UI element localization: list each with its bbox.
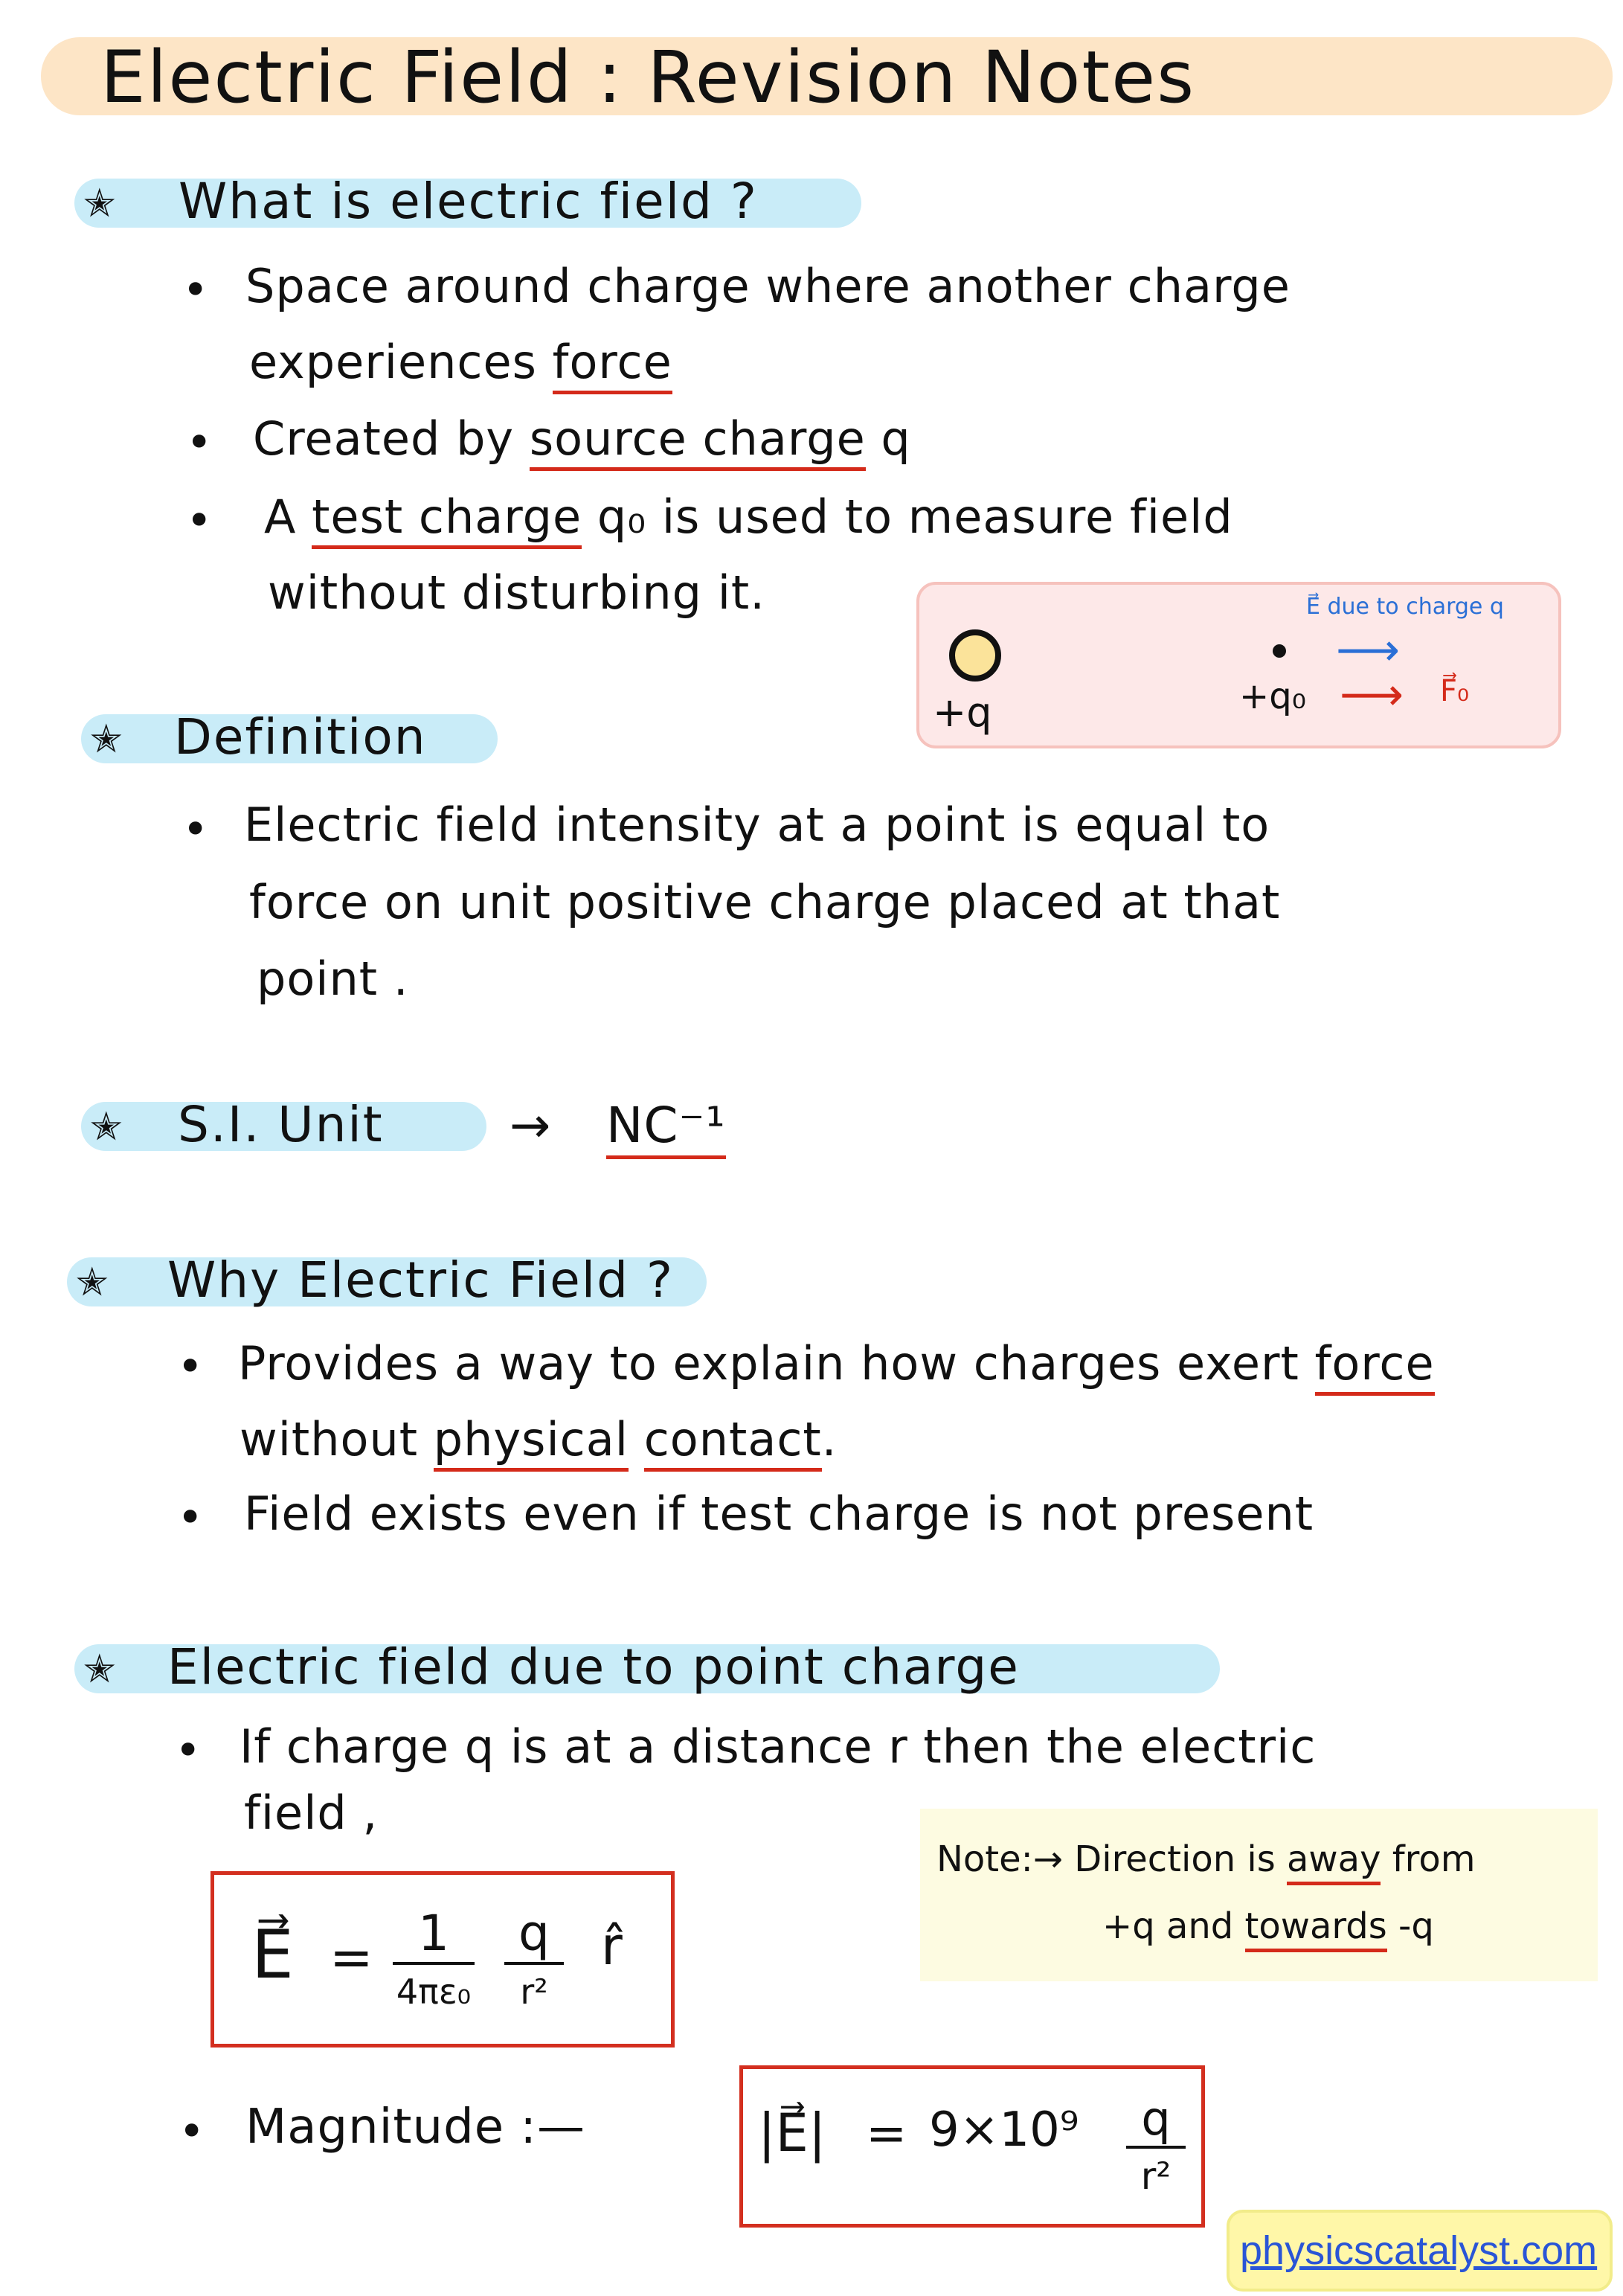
text: q bbox=[865, 411, 911, 466]
magnitude-equals: = bbox=[866, 2105, 907, 2162]
text-line bbox=[249, 335, 672, 389]
note-line bbox=[936, 1838, 1475, 1880]
text: Created by bbox=[253, 411, 530, 466]
underlined-text: NC⁻¹ bbox=[606, 1097, 726, 1159]
section-si-unit-header bbox=[81, 1096, 486, 1153]
test-charge-label: +q₀ bbox=[1239, 676, 1306, 717]
bullet-icon: • bbox=[182, 804, 209, 856]
underlined-text: towards bbox=[1245, 1905, 1387, 1952]
bullet-icon: • bbox=[179, 2106, 205, 2158]
star-icon: ✭ bbox=[83, 1647, 116, 1692]
magnitude-denominator: r² bbox=[1140, 2155, 1172, 2198]
title-banner bbox=[41, 36, 1613, 119]
section-heading: Why Electric Field ? bbox=[167, 1251, 675, 1309]
text: experiences bbox=[249, 335, 553, 389]
field-label: E⃗ due to charge q bbox=[1306, 594, 1504, 620]
section-point-charge-header bbox=[74, 1638, 1220, 1696]
section-heading: Electric field due to point charge bbox=[167, 1638, 1020, 1696]
note-box bbox=[920, 1809, 1598, 1981]
star-icon: ✭ bbox=[90, 1105, 123, 1149]
formula-equals: = bbox=[330, 1927, 373, 1988]
arrow-icon: → bbox=[510, 1097, 552, 1154]
underlined-text: physical bbox=[434, 1412, 629, 1472]
text: A bbox=[264, 490, 312, 544]
text: Provides a way to explain how charges exert bbox=[238, 1336, 1315, 1391]
formula-numerator: q bbox=[504, 1905, 564, 1965]
text: without bbox=[240, 1412, 434, 1466]
field-formula-box bbox=[210, 1871, 675, 2048]
formula-denominator: 4πε₀ bbox=[396, 1972, 472, 2012]
section-heading: Definition bbox=[174, 708, 427, 766]
text: from bbox=[1381, 1838, 1476, 1880]
formula-unit-vector: r̂ bbox=[601, 1916, 623, 1977]
text-line: field , bbox=[244, 1786, 379, 1840]
bullet-icon: • bbox=[175, 1725, 202, 1777]
field-diagram bbox=[916, 582, 1561, 748]
text: q₀ is used to measure field bbox=[582, 490, 1233, 544]
magnitude-numerator: q bbox=[1126, 2091, 1186, 2149]
text: . bbox=[821, 1412, 838, 1466]
source-charge-icon bbox=[949, 629, 1001, 682]
section-heading: What is electric field ? bbox=[179, 173, 758, 230]
star-icon: ✭ bbox=[76, 1260, 109, 1305]
section-what-is-field-header bbox=[74, 173, 861, 230]
bullet-icon: • bbox=[177, 1492, 204, 1544]
underlined-text: source charge bbox=[530, 411, 866, 471]
text-line: Space around charge where another charge bbox=[245, 259, 1291, 313]
magnitude-coefficient: 9×10⁹ bbox=[929, 2103, 1079, 2158]
force-arrow-icon: ⟶ bbox=[1340, 669, 1404, 721]
star-icon: ✭ bbox=[83, 182, 116, 226]
text-line: Electric field intensity at a point is equal to bbox=[244, 798, 1270, 852]
underlined-text: force bbox=[1315, 1336, 1435, 1396]
magnitude-label: Magnitude :— bbox=[245, 2100, 585, 2155]
section-definition-header bbox=[81, 708, 498, 766]
force-label: F⃗₀ bbox=[1440, 674, 1470, 708]
magnitude-lhs: |E⃗| bbox=[758, 2103, 826, 2164]
text-line: Field exists even if test charge is not present bbox=[244, 1487, 1314, 1541]
test-charge-dot-icon bbox=[1273, 644, 1286, 658]
text: Note:→ Direction is bbox=[936, 1838, 1287, 1880]
text-line bbox=[253, 411, 911, 466]
star-icon: ✭ bbox=[90, 717, 123, 762]
text: -q bbox=[1386, 1905, 1434, 1947]
si-unit-value bbox=[606, 1097, 726, 1154]
bullet-icon: • bbox=[182, 264, 209, 316]
field-arrow-icon: ⟶ bbox=[1336, 624, 1401, 676]
text-line: without disturbing it. bbox=[268, 565, 765, 620]
text-line: force on unit positive charge placed at that bbox=[249, 875, 1281, 929]
section-heading: S.I. Unit bbox=[178, 1096, 384, 1153]
magnitude-formula-box bbox=[739, 2065, 1205, 2228]
website-badge bbox=[1227, 2210, 1613, 2292]
formula-numerator: 1 bbox=[393, 1905, 475, 1965]
text-line bbox=[264, 490, 1233, 544]
note-line bbox=[1102, 1905, 1434, 1947]
text-line: point . bbox=[257, 952, 409, 1006]
bullet-icon: • bbox=[186, 417, 213, 469]
underlined-text: away bbox=[1287, 1838, 1381, 1885]
underlined-text: force bbox=[553, 335, 672, 394]
text-line: If charge q is at a distance r then the electric bbox=[240, 1719, 1317, 1774]
text-line bbox=[240, 1412, 837, 1466]
underlined-text: contact bbox=[644, 1412, 822, 1472]
section-why-header bbox=[67, 1251, 707, 1309]
text: +q and bbox=[1102, 1905, 1245, 1947]
page-title: Electric Field : Revision Notes bbox=[100, 36, 1196, 119]
bullet-icon: • bbox=[177, 1341, 204, 1393]
text-line bbox=[238, 1336, 1435, 1391]
formula-denominator: r² bbox=[520, 1972, 548, 2012]
underlined-text: test charge bbox=[312, 490, 582, 549]
website-link[interactable]: physicscatalyst.com bbox=[1240, 2228, 1598, 2273]
formula-lhs: E⃗ bbox=[251, 1916, 294, 1994]
bullet-icon: • bbox=[186, 495, 213, 547]
source-charge-label: +q bbox=[933, 689, 992, 736]
